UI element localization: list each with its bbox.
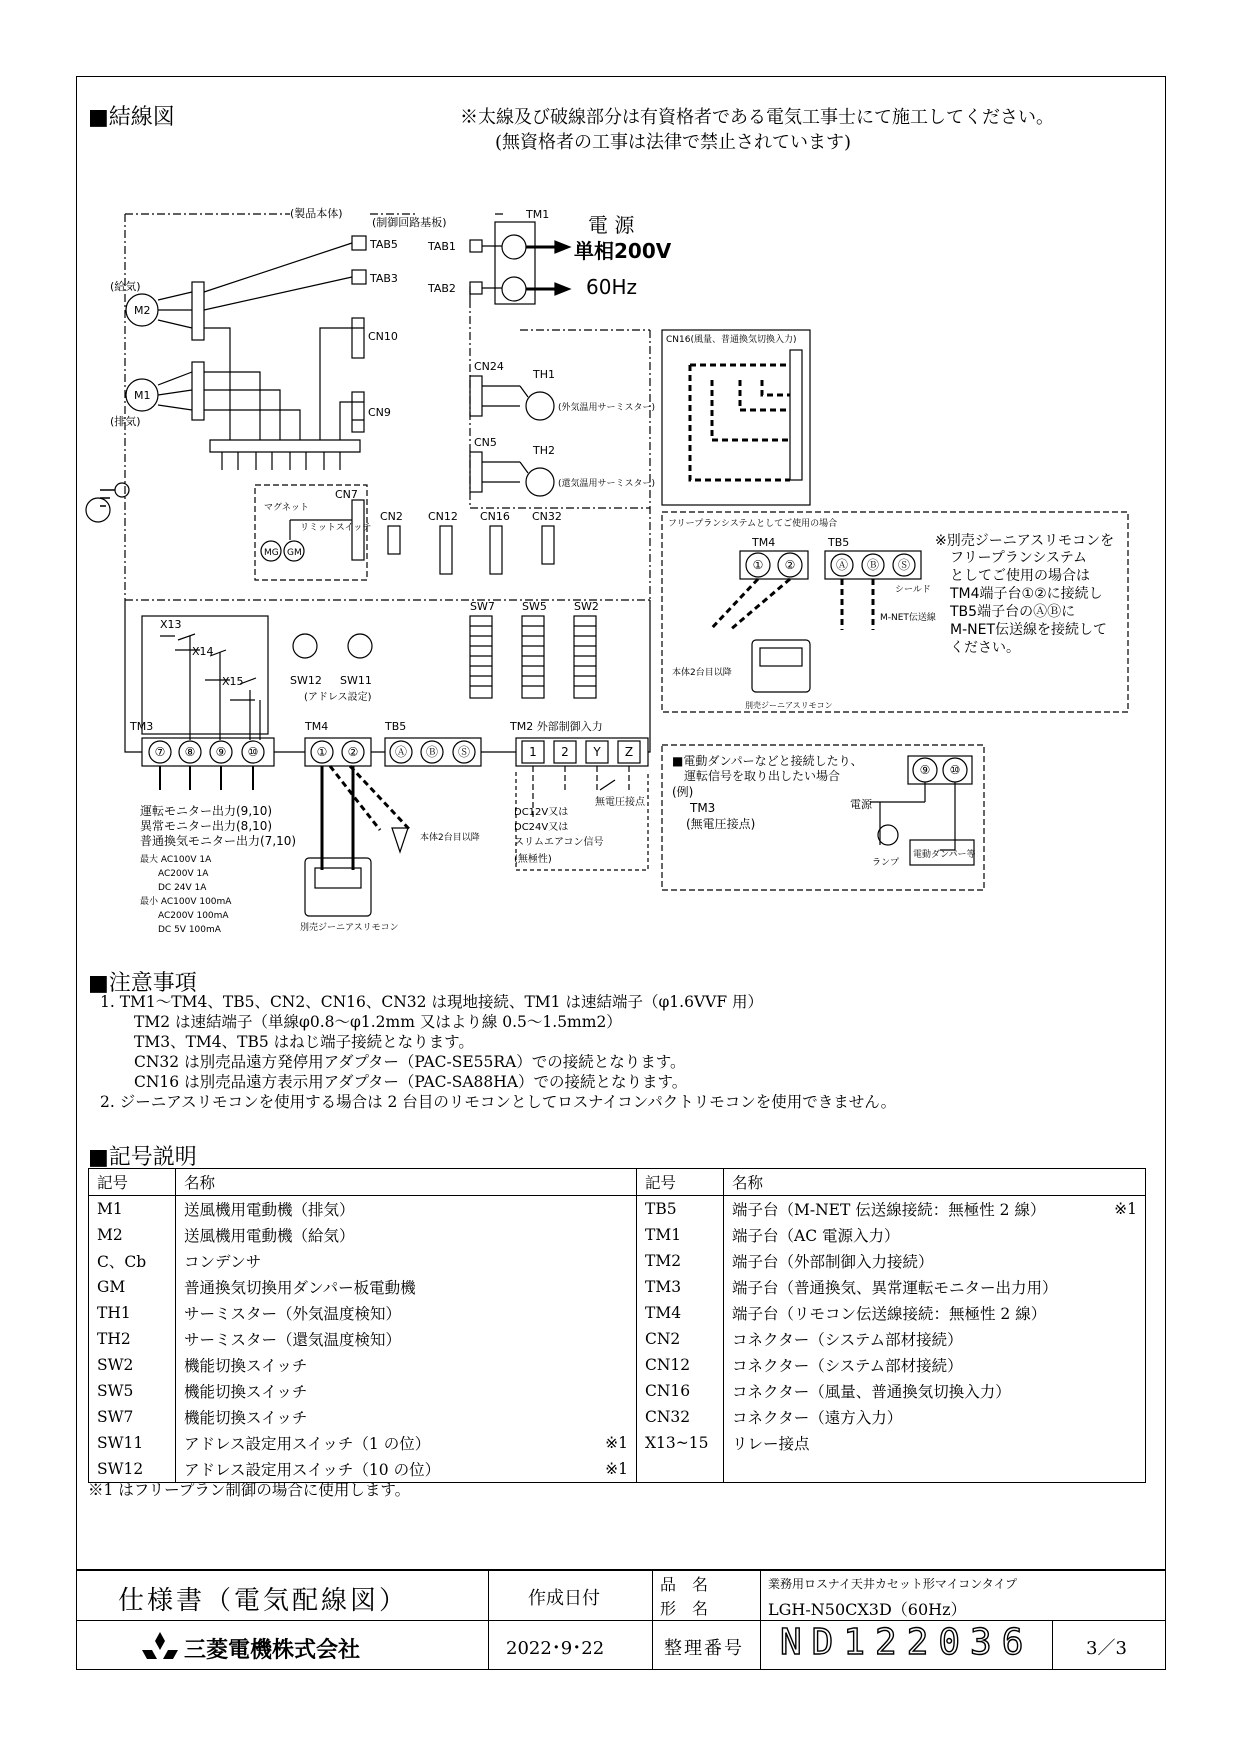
legend-cell: 機能切換スイッチ <box>176 1404 593 1430</box>
cn5-label: CN5 <box>474 436 497 449</box>
legend-cell: サーミスター（外気温度検知） <box>176 1300 593 1326</box>
tm1-label: TM1 <box>526 208 550 221</box>
legend-cell <box>1101 1300 1145 1326</box>
legend-cell: TM3 <box>637 1274 724 1300</box>
legend-cell: 端子台（AC 電源入力） <box>724 1222 1102 1248</box>
legend-cell <box>592 1378 637 1404</box>
freeplan-note-4: TM4端子台①②に接続し <box>950 586 1103 602</box>
legend-header-cell: 名称 <box>176 1169 593 1196</box>
legend-cell: ※1 <box>605 1434 628 1452</box>
legend-cell: X13~15 <box>637 1430 724 1456</box>
remote-label: 別売ジーニアスリモコン <box>300 923 399 933</box>
legend-cell: TH1 <box>97 1304 131 1322</box>
legend-cell <box>592 1196 637 1223</box>
legend-cell: 端子台（普通換気、異常運転モニター出力用） <box>724 1274 1102 1300</box>
x13-label: X13 <box>160 618 182 631</box>
damper-note-1: ■電動ダンパーなどと接続したり、 <box>672 754 863 768</box>
sw2-label: SW2 <box>574 600 599 613</box>
legend-cell: アドレス設定用スイッチ（1 の位） <box>176 1430 593 1456</box>
legend-cell <box>1101 1378 1145 1404</box>
legend-cell: M2 <box>97 1226 123 1244</box>
svg-text:①: ① <box>316 745 328 759</box>
legend-cell <box>592 1248 637 1274</box>
cn16-box-label: CN16(風量、普通換気切換入力) <box>666 335 797 345</box>
rating-4: 最小 AC100V 100mA <box>140 897 232 907</box>
dc-line-1: DC12V又は <box>514 807 569 818</box>
created-label: 作成日付 <box>528 1588 600 1609</box>
m1-label: M1 <box>134 389 151 402</box>
control-board-label: (制御回路基板) <box>372 216 447 229</box>
created-date: 2022･9･22 <box>506 1638 605 1659</box>
legend-cell: コネクター（遠方入力） <box>724 1404 1102 1430</box>
legend-cell: CN32 <box>637 1404 724 1430</box>
cn10-label: CN10 <box>368 330 398 343</box>
ref-label: 整理番号 <box>664 1638 744 1659</box>
gm-label: GM <box>287 548 302 558</box>
th2-label: TH2 <box>533 444 555 457</box>
rating-2: AC200V 1A <box>158 869 209 879</box>
legend-cell <box>1101 1404 1145 1430</box>
svg-text:Ⓑ: Ⓑ <box>425 745 439 759</box>
damper-example: (例) <box>672 785 694 799</box>
out-err-label: 異常モニター出力(8,10) <box>140 819 273 833</box>
doc-title: 仕様書（電気配線図） <box>118 1586 409 1616</box>
note-line-1: 1. TM1～TM4、TB5、CN2、CN16、CN32 は現地接続、TM1 は速結端子（φ1.6VVF 用） <box>100 993 764 1011</box>
legend-cell: コンデンサ <box>176 1248 593 1274</box>
th1-sub-label: (外気温用サーミスター) <box>558 403 656 413</box>
note-line-5: CN16 は別売品遠方表示用アダプター（PAC-SA88HA）での接続となります。 <box>134 1073 688 1091</box>
legend-cell: SW11 <box>97 1434 144 1452</box>
legend-row <box>89 1404 1145 1430</box>
svg-text:②: ② <box>347 745 359 759</box>
legend-row <box>89 1300 1145 1326</box>
svg-text:⑦: ⑦ <box>154 745 166 759</box>
legend-cell: SW12 <box>97 1460 144 1478</box>
svg-text:2: 2 <box>561 745 569 759</box>
legend-cell: CN2 <box>637 1326 724 1352</box>
page-number: 3／3 <box>1086 1638 1127 1659</box>
tab1-label: TAB1 <box>428 240 456 253</box>
th2-sub-label: (還気温用サーミスター) <box>558 479 656 489</box>
legend-cell <box>1101 1326 1145 1352</box>
second-unit-label: 本体2台目以降 <box>420 833 480 843</box>
svg-text:Z: Z <box>624 745 634 759</box>
freeplan-note-2: フリープランシステム <box>950 550 1087 566</box>
legend-cell <box>1101 1274 1145 1300</box>
damper-contact: (無電圧接点) <box>686 817 756 831</box>
legend-header-cell: 記号 <box>637 1169 724 1196</box>
cn2-label: CN2 <box>380 510 403 523</box>
mitsubishi-logo-icon <box>140 1630 180 1662</box>
legend-cell: TM1 <box>637 1222 724 1248</box>
legend-cell <box>592 1326 637 1352</box>
legend-title: ■記号説明 <box>88 1145 197 1170</box>
legend-row <box>89 1222 1145 1248</box>
tab3-label: TAB3 <box>370 272 398 285</box>
legend-row <box>89 1196 1145 1223</box>
legend-cell: ※1 <box>1114 1200 1137 1218</box>
svg-text:⑩: ⑩ <box>949 763 961 777</box>
x15-label: X15 <box>222 675 244 688</box>
cn16-label: CN16 <box>480 510 510 523</box>
cn9-label: CN9 <box>368 406 391 419</box>
legend-cell: TB5 <box>637 1196 724 1223</box>
rating-5: AC200V 100mA <box>158 911 229 921</box>
freeplan-note-6: M-NET伝送線を接続して <box>950 622 1108 638</box>
note-line-6: 2. ジーニアスリモコンを使用する場合は 2 台目のリモコンとしてロスナイコンパクトリモコンを使用できません。 <box>100 1093 897 1111</box>
cn12-label: CN12 <box>428 510 458 523</box>
sw11-label: SW11 <box>340 674 372 687</box>
nopower-contact-label: 無電圧接点 <box>595 797 645 808</box>
power-freq: 60Hz <box>586 275 637 299</box>
ref-number: ND122036 <box>780 1622 1034 1663</box>
cn7-label: CN7 <box>335 488 358 501</box>
x14-label: X14 <box>192 645 214 658</box>
svg-text:Ⓐ: Ⓐ <box>394 745 408 759</box>
wiring-title: ■結線図 <box>88 105 175 130</box>
caution-line-1: ※太線及び破線部分は有資格者である電気工事士にて施工してください。 <box>460 107 1054 128</box>
dc-line-3: スリムエアコン信号 <box>514 837 604 848</box>
cn32-label: CN32 <box>532 510 562 523</box>
svg-text:⑨: ⑨ <box>215 745 227 759</box>
rating-1: 最大 AC100V 1A <box>140 855 212 865</box>
m1-sub-label: (排気) <box>110 415 141 428</box>
tb5-label: TB5 <box>385 720 407 733</box>
freeplan-note-1: ※別売ジーニアスリモコンを <box>935 533 1115 549</box>
legend-cell <box>1101 1222 1145 1248</box>
svg-text:⑧: ⑧ <box>184 745 196 759</box>
tm2-label: TM2 外部制御入力 <box>510 720 603 733</box>
limit-label: リミットスイッチ <box>300 523 372 533</box>
freeplan-note-3: としてご使用の場合は <box>950 568 1090 584</box>
legend-cell: M1 <box>97 1200 123 1218</box>
freeplan-tb5-label: TB5 <box>828 536 850 549</box>
damper-tm3: TM3 <box>690 801 716 815</box>
product-body-label: (製品本体) <box>290 207 343 220</box>
rating-3: DC 24V 1A <box>158 883 207 893</box>
company-name: 三菱電機株式会社 <box>184 1638 361 1663</box>
power-phase: 単相200V <box>574 239 672 263</box>
damper-label: 電動ダンパー等 <box>913 850 976 860</box>
legend-cell <box>724 1456 1102 1482</box>
legend-cell <box>592 1352 637 1378</box>
shield-label: シールド <box>895 585 931 595</box>
dc-line-4: (無極性) <box>514 854 552 865</box>
damper-power-label: 電源 <box>850 798 872 811</box>
notes-title: ■注意事項 <box>88 971 197 996</box>
legend-cell: コネクター（システム部材接続） <box>724 1326 1102 1352</box>
freeplan-note-7: ください。 <box>950 640 1020 656</box>
legend-cell <box>1101 1430 1145 1456</box>
tab5-label: TAB5 <box>370 238 398 251</box>
legend-cell: SW2 <box>97 1356 134 1374</box>
title-block-divider <box>76 1620 1166 1621</box>
dc-line-2: DC24V又は <box>514 822 569 833</box>
out-norm-label: 普通換気モニター出力(7,10) <box>140 834 297 848</box>
legend-cell <box>637 1456 724 1482</box>
legend-cell: コネクター（風量、普通換気切換入力） <box>724 1378 1102 1404</box>
legend-cell <box>592 1404 637 1430</box>
freeplan-second-unit: 本体2台目以降 <box>672 668 732 678</box>
svg-text:Y: Y <box>593 745 601 759</box>
lamp-label: ランプ <box>872 858 900 868</box>
legend-cell: 送風機用電動機（排気） <box>176 1196 593 1223</box>
legend-cell: 端子台（M-NET 伝送線接続：無極性 2 線） <box>724 1196 1102 1223</box>
freeplan-note-5: TB5端子台のⒶⒷに <box>950 604 1076 620</box>
legend-cell: 機能切換スイッチ <box>176 1378 593 1404</box>
legend-cell: ※1 <box>605 1460 628 1478</box>
note-line-3: TM3、TM4、TB5 はねじ端子接続となります。 <box>134 1033 474 1051</box>
svg-text:Ⓢ: Ⓢ <box>897 558 911 572</box>
legend-row <box>89 1274 1145 1300</box>
m2-sub-label: (給気) <box>110 280 141 293</box>
legend-cell: リレー接点 <box>724 1430 1102 1456</box>
model-name: LGH-N50CX3D（60Hz） <box>768 1600 967 1619</box>
legend-header-cell <box>592 1169 637 1196</box>
legend-cell <box>592 1222 637 1248</box>
legend-cell: 普通換気切換用ダンパー板電動機 <box>176 1274 593 1300</box>
legend-cell: GM <box>97 1278 126 1296</box>
note-line-2: TM2 は速結端子（単線φ0.8～φ1.2mm 又はより線 0.5～1.5mm2） <box>134 1013 622 1031</box>
legend-cell: TM2 <box>637 1248 724 1274</box>
product-name: 業務用ロスナイ天井カセット形マイコンタイプ <box>768 1577 1018 1591</box>
svg-text:①: ① <box>752 558 764 572</box>
m2-label: M2 <box>134 304 151 317</box>
caution-line-2: (無資格者の工事は法律で禁止されています) <box>495 132 852 153</box>
notes-list <box>100 992 896 1112</box>
legend-cell: TH2 <box>97 1330 131 1348</box>
svg-text:②: ② <box>784 558 796 572</box>
svg-text:Ⓢ: Ⓢ <box>457 745 471 759</box>
th1-label: TH1 <box>533 368 555 381</box>
legend-row <box>89 1326 1145 1352</box>
legend-cell: 端子台（外部制御入力接続） <box>724 1248 1102 1274</box>
out-run-label: 運転モニター出力(9,10) <box>140 804 273 818</box>
address-label: (アドレス設定) <box>304 692 372 703</box>
legend-header-cell: 記号 <box>89 1169 176 1196</box>
legend-row <box>89 1430 1145 1456</box>
mg-label: MG <box>264 548 279 558</box>
cn24-label: CN24 <box>474 360 504 373</box>
rating-6: DC 5V 100mA <box>158 925 221 935</box>
legend-cell: 機能切換スイッチ <box>176 1352 593 1378</box>
legend-cell: 端子台（リモコン伝送線接続：無極性 2 線） <box>724 1300 1102 1326</box>
legend-header-row <box>89 1169 1145 1196</box>
tm3-label: TM3 <box>130 720 154 733</box>
legend-cell: TM4 <box>637 1300 724 1326</box>
svg-text:⑨: ⑨ <box>919 763 931 777</box>
legend-row <box>89 1378 1145 1404</box>
power-label: 電 源 <box>588 213 635 237</box>
legend-row <box>89 1248 1145 1274</box>
legend-header-cell <box>1101 1169 1145 1196</box>
legend-cell: 送風機用電動機（給気） <box>176 1222 593 1248</box>
mnet-label: M-NET伝送線 <box>880 613 936 623</box>
svg-text:Ⓐ: Ⓐ <box>835 558 849 572</box>
legend-cell: コネクター（システム部材接続） <box>724 1352 1102 1378</box>
sw12-label: SW12 <box>290 674 322 687</box>
damper-note-2: 運転信号を取り出したい場合 <box>684 769 841 783</box>
legend-cell <box>1101 1352 1145 1378</box>
freeplan-remote-label: 別売ジーニアスリモコン <box>745 701 833 710</box>
legend-cell: SW7 <box>97 1408 134 1426</box>
legend-cell: CN16 <box>637 1378 724 1404</box>
legend-row <box>89 1352 1145 1378</box>
note-line-4: CN32 は別売品遠方発停用アダプター（PAC-SE55RA）での接続となります。 <box>134 1053 686 1071</box>
legend-cell <box>1101 1456 1145 1482</box>
sw7-label: SW7 <box>470 600 495 613</box>
svg-text:1: 1 <box>529 745 537 759</box>
freeplan-tm4-label: TM4 <box>752 536 776 549</box>
svg-text:Ⓑ: Ⓑ <box>866 558 880 572</box>
magnet-label: マグネット <box>264 503 309 513</box>
legend-cell <box>1101 1248 1145 1274</box>
legend-cell: CN12 <box>637 1352 724 1378</box>
legend-cell <box>592 1274 637 1300</box>
legend-table-frame <box>88 1168 1146 1483</box>
legend-footnote: ※1 はフリープラン制御の場合に使用します。 <box>88 1481 411 1499</box>
tab2-label: TAB2 <box>428 282 456 295</box>
tm4-label: TM4 <box>305 720 329 733</box>
sw5-label: SW5 <box>522 600 547 613</box>
freeplan-title: フリープランシステムとしてご使用の場合 <box>668 519 838 529</box>
legend-header-cell: 名称 <box>724 1169 1102 1196</box>
legend-table <box>89 1169 1145 1482</box>
svg-text:⑩: ⑩ <box>247 745 259 759</box>
legend-cell <box>592 1300 637 1326</box>
product-label: 品 名 <box>660 1575 709 1594</box>
model-label: 形 名 <box>660 1599 709 1618</box>
legend-cell: SW5 <box>97 1382 134 1400</box>
legend-cell: アドレス設定用スイッチ（10 の位） <box>176 1456 593 1482</box>
legend-cell: C、Cb <box>97 1253 147 1271</box>
legend-cell: サーミスター（還気温度検知） <box>176 1326 593 1352</box>
